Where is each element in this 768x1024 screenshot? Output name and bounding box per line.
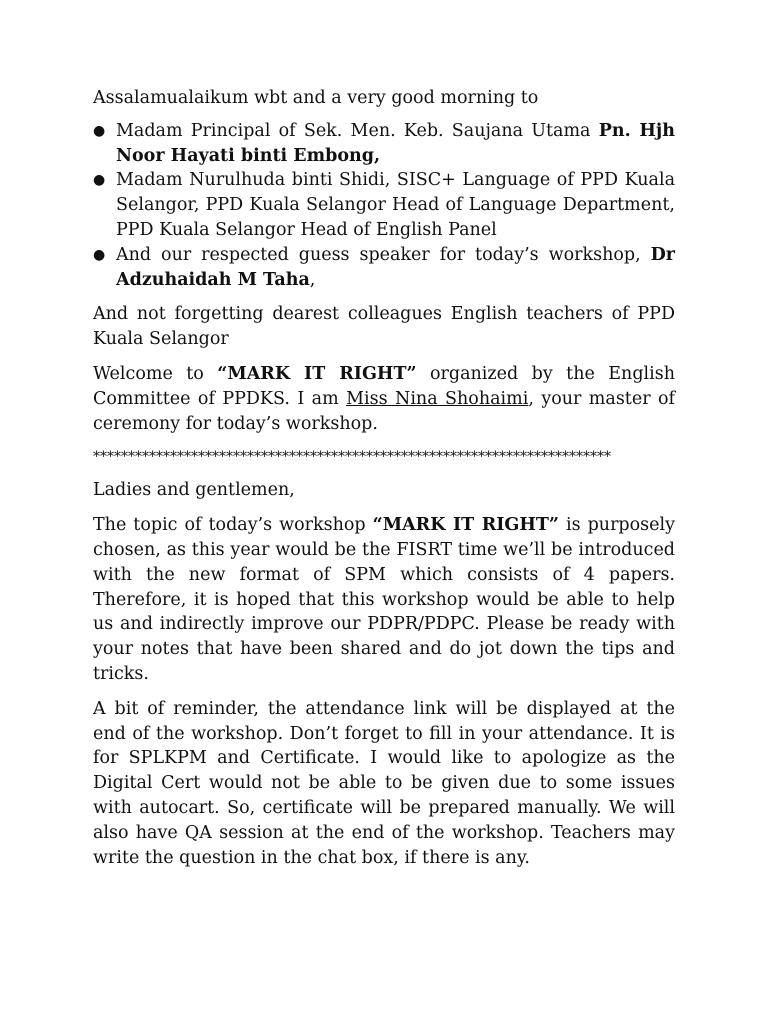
salutation: Ladies and gentlemen, xyxy=(93,480,295,501)
topic-pre: The topic of today’s workshop xyxy=(93,515,373,536)
mc-name: Miss Nina Shohaimi xyxy=(346,388,529,409)
document-page xyxy=(93,86,675,880)
colleagues-paragraph: And not forgetting dearest colleagues English teachers of PPD Kuala Selangor xyxy=(93,304,675,350)
guest-text: And our respected guess speaker for today’s workshop, xyxy=(116,244,651,265)
guest-tail: , xyxy=(309,269,316,290)
guest-text: Madam Nurulhuda binti Shidi, SISC+ Language of PPD Kuala Selangor, PPD Kuala Selangor Head of Language Department, PPD Kuala Selangor Head of English Panel xyxy=(116,170,675,240)
guest-list-item xyxy=(93,119,675,169)
guest-name: Dr Adzuhaidah M Taha xyxy=(116,244,675,290)
separator-line: ************************************************************************** xyxy=(93,449,611,466)
reminder-paragraph: A bit of reminder, the attendance link will be displayed at the end of the workshop. Don’t forget to fill in your attendance. It is for SPLKPM and Certificate. I would like to apologize as the Digital Cert would not be able to be given due to some issues with autocart. So, certificate will be prepared manually. We will also have QA session at the end of the workshop. Teachers may write the question in the chat box, if there is any. xyxy=(93,698,675,868)
welcome-mid: organized by the English Committee of PPDKS. I am xyxy=(93,363,675,409)
bullet-icon: ● xyxy=(93,122,106,139)
greeting-line: Assalamualaikum wbt and a very good morning to xyxy=(93,88,539,108)
topic-post: is purposely chosen, as this year would be the FISRT time we’ll be introduced with the new format of SPM which consists of 4 papers. Therefore, it is hoped that this workshop would be able to help us and indirectly improve our PDPR/PDPC. Please be ready with your notes that have been shared and do jot down the tips and tricks. xyxy=(93,515,675,684)
guest-text: Madam Principal of Sek. Men. Keb. Saujana Utama xyxy=(116,120,599,141)
welcome-post: , your master of ceremony for today’s workshop. xyxy=(93,388,675,434)
bullet-icon: ● xyxy=(93,172,106,189)
guest-list-item xyxy=(93,168,675,242)
event-title: “MARK IT RIGHT” xyxy=(372,515,559,536)
event-title: “MARK IT RIGHT” xyxy=(217,363,417,384)
welcome-pre: Welcome to xyxy=(93,363,218,384)
guest-list-item xyxy=(93,243,675,293)
welcome-paragraph xyxy=(93,362,675,436)
guest-name: Pn. Hjh Noor Hayati binti Embong, xyxy=(116,120,675,166)
topic-paragraph xyxy=(93,513,675,687)
bullet-icon: ● xyxy=(93,246,106,263)
guest-list xyxy=(93,119,675,293)
